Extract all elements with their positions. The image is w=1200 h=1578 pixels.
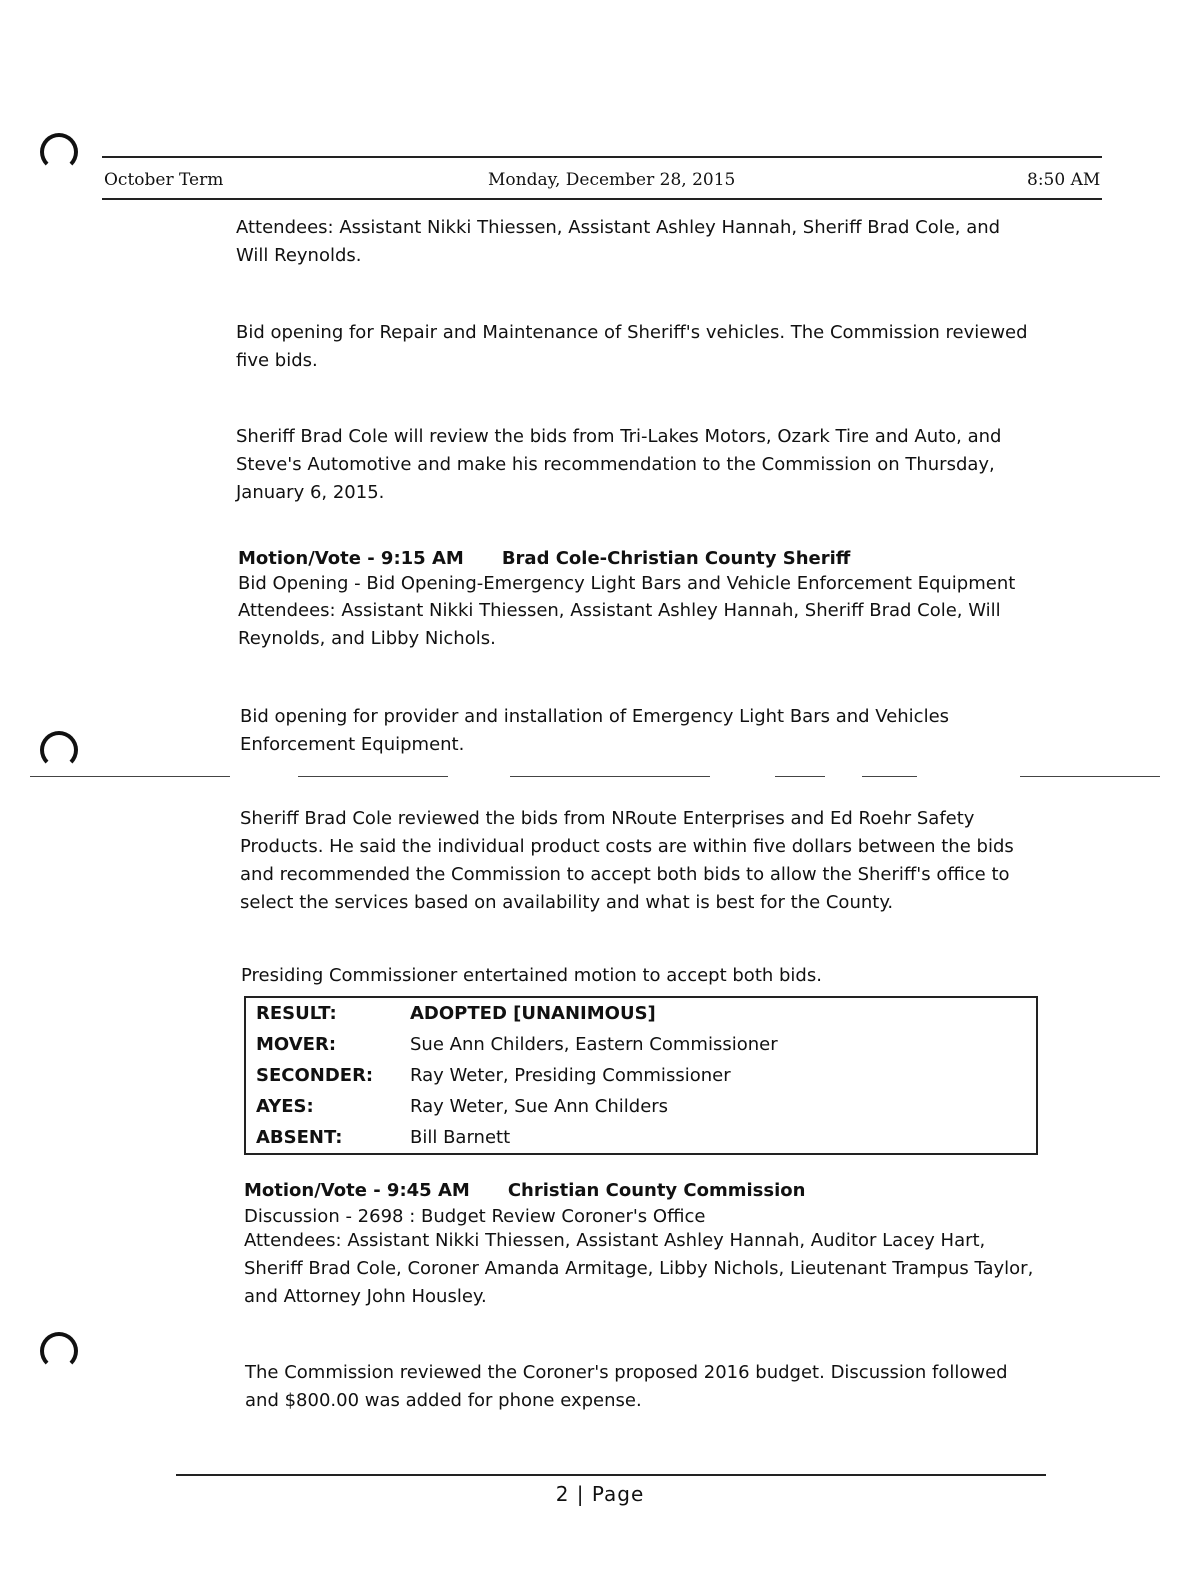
motion-label-3: Motion/Vote - 9:45 AM xyxy=(244,1180,470,1201)
bid-opening-paragraph-1: Bid opening for Repair and Maintenance of Sheriff's vehicles. The Commission reviewed five bids. xyxy=(236,322,1028,371)
vote-row-mover xyxy=(245,1029,1037,1060)
vote-value-mover: Sue Ann Childers, Eastern Commissioner xyxy=(410,1034,778,1055)
page-number: 2 | Page xyxy=(555,1482,645,1506)
motion-heading-2 xyxy=(238,545,1038,573)
motion-heading-3 xyxy=(244,1177,1044,1205)
review-paragraph-1: Sheriff Brad Cole will review the bids from Tri-Lakes Motors, Ozark Tire and Auto, and Steve's Automotive and make his recommendation to the Commission on Thursday, January 6, 2015. xyxy=(236,426,1002,503)
motion-presenter-2: Brad Cole-Christian County Sheriff xyxy=(501,548,851,569)
scan-divider xyxy=(862,776,917,777)
vote-value-result: ADOPTED [UNANIMOUS] xyxy=(410,1003,656,1024)
review-paragraph-2: Sheriff Brad Cole reviewed the bids from NRoute Enterprises and Ed Roehr Safety Products. He said the individual product costs are within five dollars between the bids and recommended the Commission to accept both bids to allow the Sheriff's office to select the services based on availability and what is best for the County. xyxy=(240,808,1014,913)
scan-divider xyxy=(298,776,448,777)
vote-key-absent: ABSENT: xyxy=(256,1127,343,1148)
vote-key-ayes: AYES: xyxy=(256,1096,314,1117)
scan-divider xyxy=(775,776,825,777)
vote-row-ayes xyxy=(245,1091,1037,1122)
scan-divider xyxy=(1020,776,1160,777)
vote-result-table xyxy=(244,996,1038,1155)
motion-presenter-3: Christian County Commission xyxy=(507,1180,806,1201)
header-rule-bottom xyxy=(102,198,1102,200)
header-rule-top xyxy=(102,156,1102,158)
vote-value-seconder: Ray Weter, Presiding Commissioner xyxy=(410,1065,731,1086)
scan-divider xyxy=(30,776,230,777)
motion-label-2: Motion/Vote - 9:15 AM xyxy=(238,548,464,569)
attendees-paragraph-3: Attendees: Assistant Nikki Thiessen, Assistant Ashley Hannah, Auditor Lacey Hart, Sheriff Brad Cole, Coroner Amanda Armitage, Libby Nichols, Lieutenant Trampus Taylor, and Attorney John Housley. xyxy=(244,1230,1034,1307)
binder-hole-middle xyxy=(40,731,78,769)
motion-subject-3: Discussion - 2698 : Budget Review Coroner's Office xyxy=(244,1206,706,1227)
header-term: October Term xyxy=(104,170,224,190)
binder-hole-bottom xyxy=(40,1332,78,1370)
binder-hole-top xyxy=(40,133,78,171)
attendees-paragraph-2: Attendees: Assistant Nikki Thiessen, Assistant Ashley Hannah, Sheriff Brad Cole, Will Reynolds, and Libby Nichols. xyxy=(238,600,1001,649)
attendees-paragraph-1: Attendees: Assistant Nikki Thiessen, Assistant Ashley Hannah, Sheriff Brad Cole, and Will Reynolds. xyxy=(236,217,1001,266)
header-time: 8:50 AM xyxy=(1027,170,1101,190)
vote-key-result: RESULT: xyxy=(256,1003,337,1024)
header-date: Monday, December 28, 2015 xyxy=(488,170,736,190)
vote-value-absent: Bill Barnett xyxy=(410,1127,511,1148)
vote-row-absent xyxy=(245,1122,1037,1154)
vote-row-seconder xyxy=(245,1060,1037,1091)
vote-row-result xyxy=(245,997,1037,1029)
bid-opening-paragraph-2: Bid opening for provider and installation of Emergency Light Bars and Vehicles Enforcement Equipment. xyxy=(240,706,950,755)
motion-subject-2: Bid Opening - Bid Opening-Emergency Light Bars and Vehicle Enforcement Equipment xyxy=(238,573,1016,594)
vote-key-seconder: SECONDER: xyxy=(256,1065,374,1086)
footer-rule xyxy=(176,1474,1046,1476)
motion-statement-2: Presiding Commissioner entertained motion to accept both bids. xyxy=(241,965,822,986)
scan-divider xyxy=(510,776,710,777)
budget-paragraph-3: The Commission reviewed the Coroner's proposed 2016 budget. Discussion followed and $800.00 was added for phone expense. xyxy=(245,1362,1008,1411)
vote-key-mover: MOVER: xyxy=(256,1034,337,1055)
vote-value-ayes: Ray Weter, Sue Ann Childers xyxy=(410,1096,669,1117)
